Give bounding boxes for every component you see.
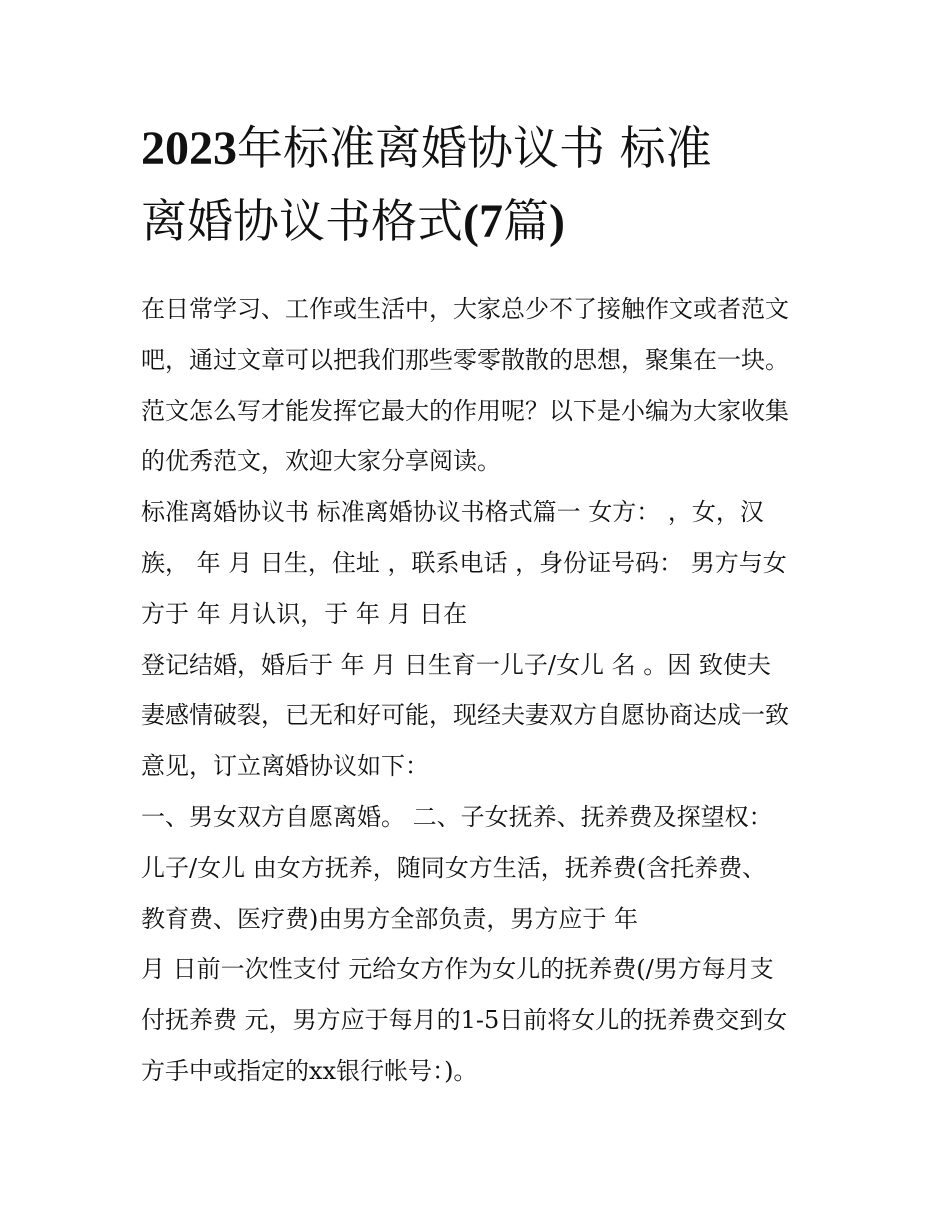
body-line: 在日常学习、工作或生活中，大家总少不了接触作文或者范文 [141,295,789,323]
body-line: 范文怎么写才能发挥它最大的作用呢？以下是小编为大家收集 [141,396,789,425]
title-line-2 [141,185,821,258]
body-line: 登记结婚，婚后于 年 月 日生育一儿子/女儿 名 。因 致使夫 [141,650,771,679]
title-year: 2023 [141,122,237,175]
body-line: 意见，订立离婚协议如下： [141,752,429,781]
body-line: 方于 年 月认识，于 年 月 日在 [141,599,468,628]
body-line: 教育费、医疗费)由男方全部负责，男方应于 年 [141,904,638,933]
body-line: 标准离婚协议书 标准离婚协议书格式篇一 女方： ，女，汉 [141,498,764,527]
document-body [141,284,821,1097]
title-count: (7 [463,195,503,248]
body-line: 月 日前一次性支付 元给女方作为女儿的抚养费(/男方每月支 [141,955,774,984]
body-line: 妻感情破裂，已无和好可能，现经夫妻双方自愿协商达成一致 [141,701,789,730]
document-title [141,112,821,258]
title-paren: ) [548,195,565,248]
body-line: 族， 年 月 日生，住址 ，联系电话 ，身份证号码： 男方与女 [141,548,787,577]
title-text: 篇 [502,194,549,248]
title-line-1 [141,112,821,185]
body-line: 的优秀范文，欢迎大家分享阅读。 [141,447,501,476]
body-line: 吧，通过文章可以把我们那些零零散散的思想，聚集在一块。 [141,345,789,374]
document-content [141,112,821,1097]
body-line: 儿子/女儿 由女方抚养，随同女方生活，抚养费(含托养费、 [141,853,767,882]
body-line: 方手中或指定的xx银行帐号：)。 [141,1056,478,1085]
title-text: 离婚协议书格式 [141,194,463,248]
title-text: 年标准离婚协议书 标准 [237,121,712,175]
body-line: 一、男女双方自愿离婚。 二、子女抚养、抚养费及探望权： [141,802,773,831]
body-line: 付抚养费 元，男方应于每月的1-5日前将女儿的抚养费交到女 [141,1006,788,1035]
